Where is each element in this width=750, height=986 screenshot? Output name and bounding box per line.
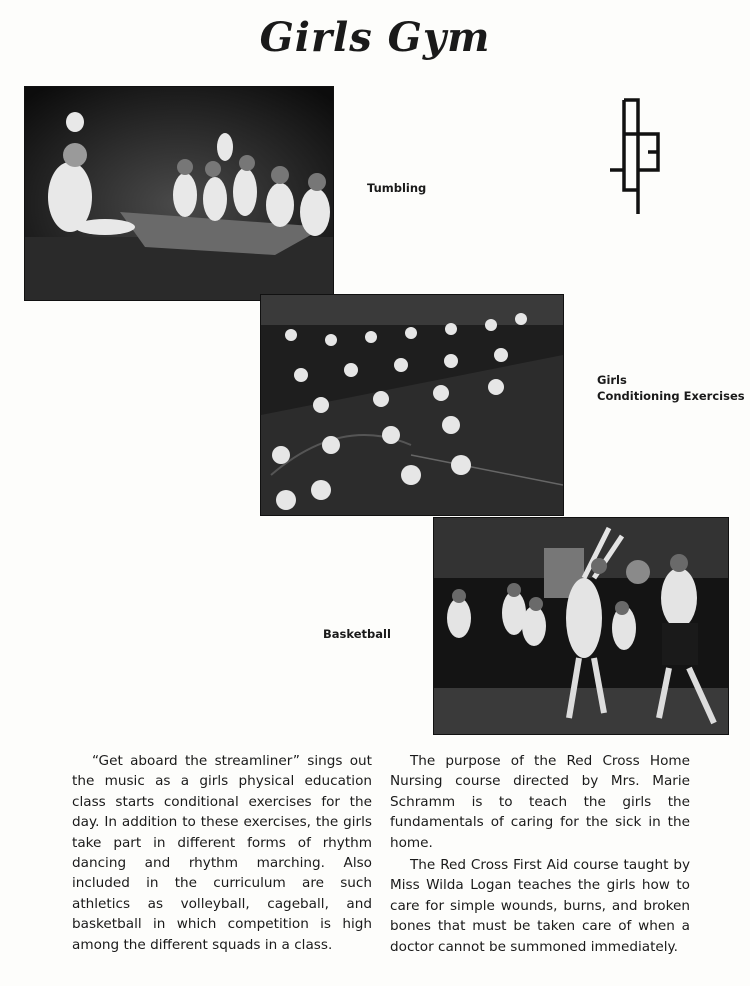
conditioning-photo — [260, 294, 564, 516]
body-paragraph: The Red Cross First Aid course taught by Miss Wilda Logan teaches the girls how to care for simple wounds, burns, and broken bones that must be taken care of when a doctor cannot be summoned immediately. — [390, 857, 690, 955]
body-paragraph: The purpose of the Red Cross Home Nursing course directed by Mrs. Marie Schramm is to teach the girls the fundamentals of caring for the sick in the home. — [390, 753, 690, 851]
conditioning-caption — [597, 372, 745, 404]
ag-monogram-icon — [604, 94, 668, 218]
tumbling-caption: Tumbling — [367, 181, 427, 195]
body-left-column — [72, 751, 372, 955]
tumbling-photo — [24, 86, 334, 301]
conditioning-caption-line2: Conditioning Exercises — [597, 389, 745, 403]
basketball-caption: Basketball — [323, 627, 391, 641]
conditioning-caption-line1: Girls — [597, 373, 627, 387]
page-title: Girls Gym — [259, 14, 491, 61]
body-paragraph: “Get aboard the streamliner” sings out the music as a girls physical education class starts conditional exercises for the day. In addition to these exercises, the girls take part in different forms of rhythm dancing and rhythm marching. Also included in the curriculum are such athletics as volleyball, cageball, and basketball in which competition is high among the different squads in a class. — [72, 753, 372, 953]
body-right-column — [390, 751, 690, 957]
basketball-photo — [433, 517, 729, 735]
